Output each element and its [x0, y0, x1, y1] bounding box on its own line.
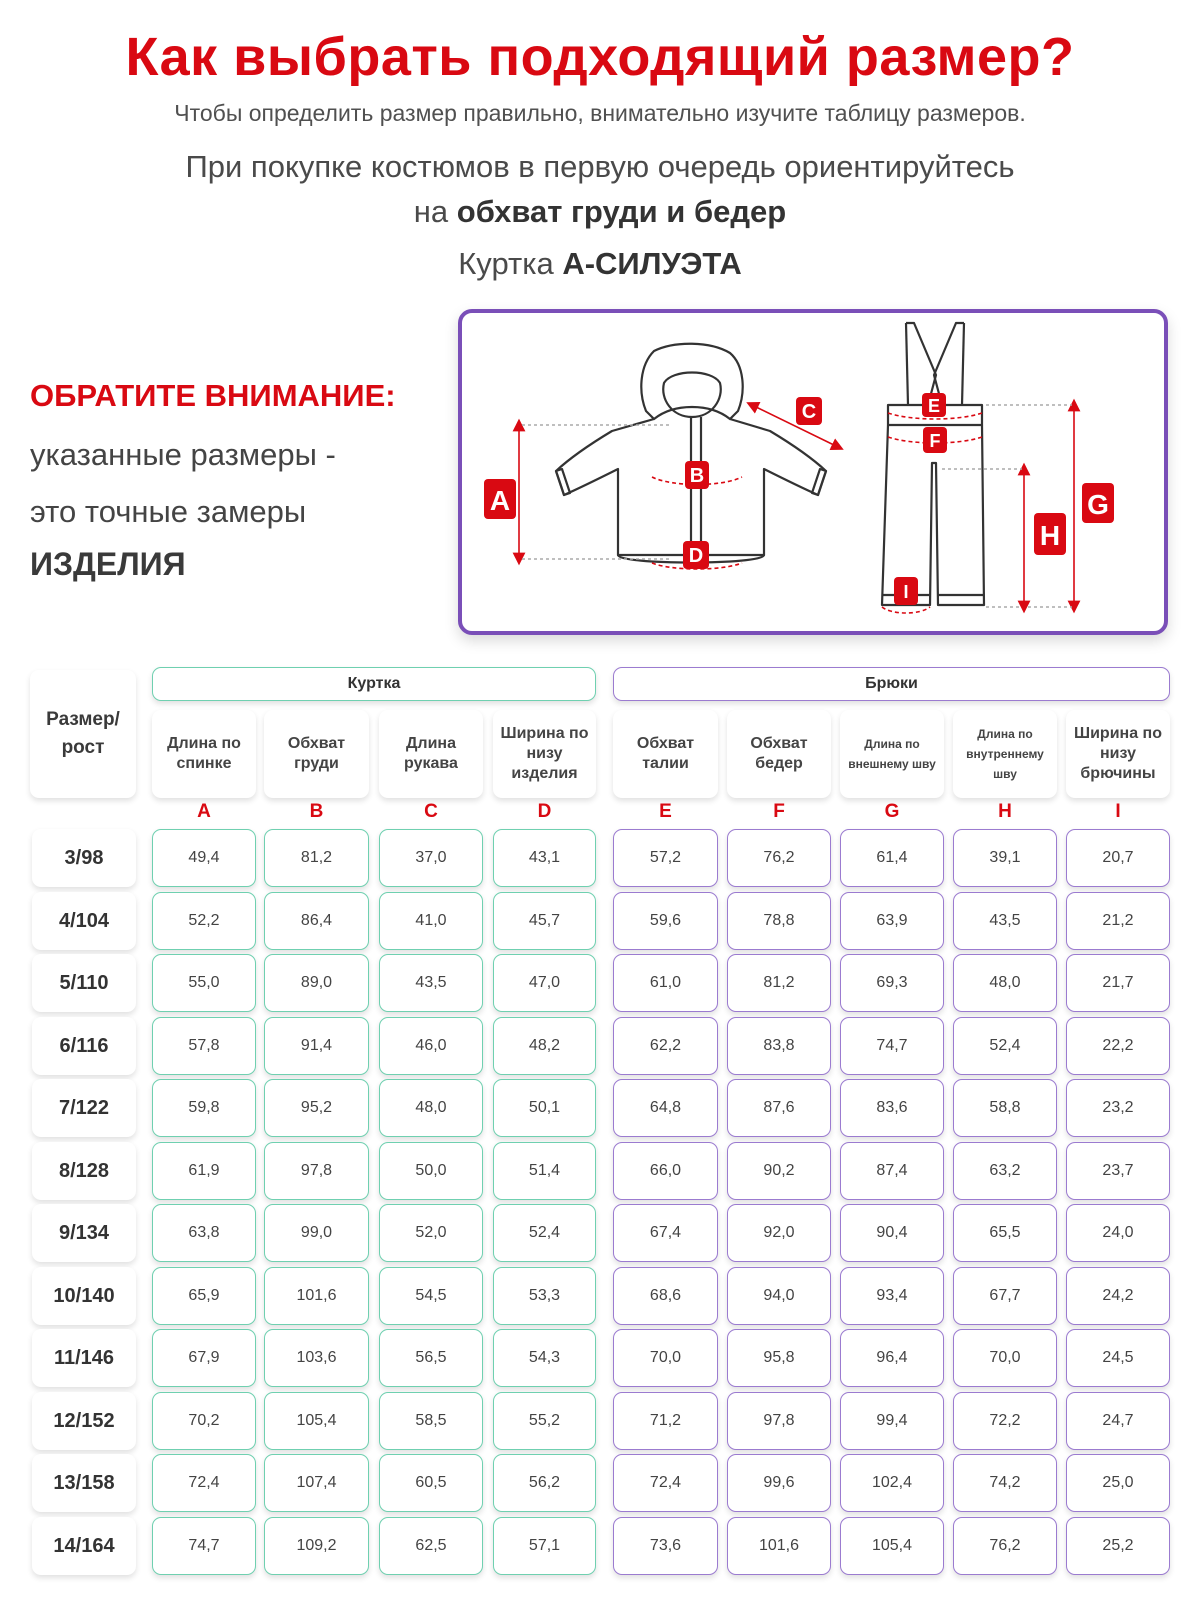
- table-cell: 68,6: [613, 1267, 718, 1325]
- svg-text:D: D: [688, 545, 704, 567]
- col-letter-f: F: [773, 801, 785, 822]
- table-cell: 58,8: [953, 1079, 1057, 1137]
- col-header-waist: Обхват талии: [613, 710, 718, 798]
- row-size-label: 5/110: [32, 954, 136, 1012]
- table-cell: 63,9: [840, 892, 944, 950]
- table-cell: 103,6: [264, 1329, 369, 1387]
- col-header-pant-hem: Ширина по низу брючины: [1066, 710, 1170, 798]
- table-cell: 83,8: [727, 1017, 831, 1075]
- table-cell: 22,2: [1066, 1017, 1170, 1075]
- table-cell: 25,2: [1066, 1517, 1170, 1575]
- row-size-label: 11/146: [32, 1329, 136, 1387]
- table-cell: 47,0: [493, 954, 596, 1012]
- table-cell: 92,0: [727, 1204, 831, 1262]
- table-cell: 23,7: [1066, 1142, 1170, 1200]
- table-cell: 64,8: [613, 1079, 718, 1137]
- table-cell: 57,2: [613, 829, 718, 887]
- row-size-label: 9/134: [32, 1204, 136, 1262]
- table-cell: 67,9: [152, 1329, 256, 1387]
- svg-text:A: A: [489, 485, 511, 516]
- note-heading: ОБРАТИТЕ ВНИМАНИЕ:: [30, 378, 396, 413]
- table-cell: 57,1: [493, 1517, 596, 1575]
- note-emphasis: ИЗДЕЛИЯ: [30, 546, 186, 582]
- table-cell: 99,6: [727, 1454, 831, 1512]
- table-cell: 21,2: [1066, 892, 1170, 950]
- svg-text:I: I: [903, 582, 909, 602]
- col-header-back-length: Длина по спинке: [152, 710, 256, 798]
- table-cell: 59,8: [152, 1079, 256, 1137]
- table-cell: 61,4: [840, 829, 944, 887]
- table-cell: 21,7: [1066, 954, 1170, 1012]
- table-cell: 74,7: [152, 1517, 256, 1575]
- marker-c: [796, 397, 822, 425]
- svg-text:F: F: [929, 431, 941, 451]
- advice-prefix: на: [413, 194, 457, 229]
- table-cell: 23,2: [1066, 1079, 1170, 1137]
- table-cell: 43,5: [953, 892, 1057, 950]
- jacket-outline: [556, 344, 826, 563]
- table-cell: 43,1: [493, 829, 596, 887]
- col-letter-b: B: [309, 801, 324, 822]
- table-cell: 53,3: [493, 1267, 596, 1325]
- size-column-header: Размер/ рост: [30, 670, 136, 798]
- table-cell: 72,2: [953, 1392, 1057, 1450]
- table-cell: 94,0: [727, 1267, 831, 1325]
- table-cell: 50,0: [379, 1142, 483, 1200]
- table-cell: 52,4: [493, 1204, 596, 1262]
- table-cell: 96,4: [840, 1329, 944, 1387]
- table-cell: 99,4: [840, 1392, 944, 1450]
- model-label: [0, 246, 1200, 282]
- table-cell: 67,4: [613, 1204, 718, 1262]
- model-prefix: Куртка: [458, 246, 563, 281]
- table-cell: 76,2: [953, 1517, 1057, 1575]
- row-size-label: 8/128: [32, 1142, 136, 1200]
- col-letter-i: I: [1115, 801, 1121, 822]
- table-cell: 69,3: [840, 954, 944, 1012]
- page-title: Как выбрать подходящий размер?: [125, 27, 1075, 87]
- table-cell: 95,8: [727, 1329, 831, 1387]
- table-cell: 59,6: [613, 892, 718, 950]
- table-cell: 83,6: [840, 1079, 944, 1137]
- table-cell: 86,4: [264, 892, 369, 950]
- svg-text:C: C: [801, 401, 817, 423]
- table-cell: 99,0: [264, 1204, 369, 1262]
- row-size-label: 13/158: [32, 1454, 136, 1512]
- table-cell: 101,6: [727, 1517, 831, 1575]
- table-cell: 39,1: [953, 829, 1057, 887]
- advice-line-2: [0, 189, 1200, 234]
- col-header-inner-seam: Длина по внутреннему шву: [953, 710, 1057, 798]
- table-cell: 24,0: [1066, 1204, 1170, 1262]
- table-cell: 54,3: [493, 1329, 596, 1387]
- table-cell: 72,4: [152, 1454, 256, 1512]
- table-cell: 65,5: [953, 1204, 1057, 1262]
- table-cell: 56,2: [493, 1454, 596, 1512]
- svg-text:G: G: [1087, 489, 1109, 520]
- table-cell: 81,2: [727, 954, 831, 1012]
- table-cell: 48,0: [379, 1079, 483, 1137]
- table-cell: 76,2: [727, 829, 831, 887]
- table-cell: 90,2: [727, 1142, 831, 1200]
- group-header-pants: Брюки: [613, 667, 1170, 701]
- table-cell: 87,4: [840, 1142, 944, 1200]
- table-cell: 70,2: [152, 1392, 256, 1450]
- table-cell: 55,2: [493, 1392, 596, 1450]
- subtitle: Чтобы определить размер правильно, внимательно изучите таблицу размеров.: [174, 100, 1026, 126]
- table-cell: 61,0: [613, 954, 718, 1012]
- row-size-label: 4/104: [32, 892, 136, 950]
- pants-outline: [882, 323, 984, 605]
- table-cell: 62,2: [613, 1017, 718, 1075]
- table-cell: 25,0: [1066, 1454, 1170, 1512]
- advice-emphasis: обхват груди и бедер: [456, 194, 787, 229]
- table-cell: 90,4: [840, 1204, 944, 1262]
- measurement-diagram: [458, 309, 1168, 635]
- table-cell: 24,2: [1066, 1267, 1170, 1325]
- table-cell: 93,4: [840, 1267, 944, 1325]
- table-cell: 61,9: [152, 1142, 256, 1200]
- table-cell: 24,7: [1066, 1392, 1170, 1450]
- svg-text:H: H: [1039, 520, 1061, 551]
- row-size-label: 14/164: [32, 1517, 136, 1575]
- table-cell: 48,0: [953, 954, 1057, 1012]
- col-header-outer-seam: Длина по внешнему шву: [840, 710, 944, 798]
- table-cell: 55,0: [152, 954, 256, 1012]
- col-letter-e: E: [659, 801, 672, 822]
- row-size-label: 10/140: [32, 1267, 136, 1325]
- table-cell: 58,5: [379, 1392, 483, 1450]
- table-cell: 49,4: [152, 829, 256, 887]
- col-header-sleeve: Длина рукава: [379, 710, 483, 798]
- marker-a: [484, 479, 516, 519]
- svg-text:E: E: [927, 396, 941, 416]
- table-cell: 78,8: [727, 892, 831, 950]
- model-name: А-СИЛУЭТА: [562, 246, 742, 281]
- col-header-jacket-hem: Ширина по низу изделия: [493, 710, 596, 798]
- marker-b: [685, 461, 709, 489]
- note-line-2: это точные замеры: [30, 494, 307, 529]
- table-cell: 66,0: [613, 1142, 718, 1200]
- table-cell: 70,0: [953, 1329, 1057, 1387]
- table-cell: 63,2: [953, 1142, 1057, 1200]
- table-cell: 89,0: [264, 954, 369, 1012]
- note-line-1: указанные размеры -: [30, 437, 336, 472]
- marker-d: [683, 541, 709, 569]
- marker-g: [1082, 483, 1114, 523]
- advice-text: [0, 144, 1200, 234]
- table-cell: 105,4: [840, 1517, 944, 1575]
- table-cell: 37,0: [379, 829, 483, 887]
- table-cell: 52,0: [379, 1204, 483, 1262]
- marker-f: [923, 427, 947, 453]
- table-cell: 65,9: [152, 1267, 256, 1325]
- table-cell: 43,5: [379, 954, 483, 1012]
- row-size-label: 7/122: [32, 1079, 136, 1137]
- marker-e: [922, 393, 946, 417]
- table-cell: 46,0: [379, 1017, 483, 1075]
- table-cell: 105,4: [264, 1392, 369, 1450]
- garment-illustration: [462, 313, 1164, 631]
- table-cell: 97,8: [727, 1392, 831, 1450]
- col-header-chest: Обхват груди: [264, 710, 369, 798]
- marker-h: [1034, 513, 1066, 555]
- table-cell: 54,5: [379, 1267, 483, 1325]
- row-size-label: 6/116: [32, 1017, 136, 1075]
- table-cell: 70,0: [613, 1329, 718, 1387]
- table-cell: 67,7: [953, 1267, 1057, 1325]
- col-letter-g: G: [884, 801, 900, 822]
- table-cell: 45,7: [493, 892, 596, 950]
- table-cell: 81,2: [264, 829, 369, 887]
- table-cell: 101,6: [264, 1267, 369, 1325]
- table-cell: 50,1: [493, 1079, 596, 1137]
- svg-text:B: B: [689, 465, 705, 487]
- table-cell: 60,5: [379, 1454, 483, 1512]
- table-cell: 97,8: [264, 1142, 369, 1200]
- table-cell: 107,4: [264, 1454, 369, 1512]
- table-cell: 52,2: [152, 892, 256, 950]
- table-cell: 72,4: [613, 1454, 718, 1512]
- advice-line-1: При покупке костюмов в первую очередь ориентируйтесь: [185, 149, 1015, 184]
- table-cell: 102,4: [840, 1454, 944, 1512]
- col-header-hips: Обхват бедер: [727, 710, 831, 798]
- col-letter-a: A: [197, 801, 211, 822]
- col-letter-d: D: [537, 801, 552, 822]
- table-cell: 56,5: [379, 1329, 483, 1387]
- table-cell: 62,5: [379, 1517, 483, 1575]
- col-letter-c: C: [424, 801, 438, 822]
- table-cell: 52,4: [953, 1017, 1057, 1075]
- table-cell: 87,6: [727, 1079, 831, 1137]
- row-size-label: 12/152: [32, 1392, 136, 1450]
- marker-i: [894, 577, 918, 605]
- table-cell: 74,7: [840, 1017, 944, 1075]
- table-cell: 95,2: [264, 1079, 369, 1137]
- table-cell: 41,0: [379, 892, 483, 950]
- table-cell: 24,5: [1066, 1329, 1170, 1387]
- group-header-jacket: Куртка: [152, 667, 596, 701]
- table-cell: 73,6: [613, 1517, 718, 1575]
- table-cell: 91,4: [264, 1017, 369, 1075]
- table-cell: 109,2: [264, 1517, 369, 1575]
- row-size-label: 3/98: [32, 829, 136, 887]
- table-cell: 71,2: [613, 1392, 718, 1450]
- table-cell: 51,4: [493, 1142, 596, 1200]
- table-cell: 48,2: [493, 1017, 596, 1075]
- col-letter-h: H: [998, 801, 1012, 822]
- table-cell: 63,8: [152, 1204, 256, 1262]
- table-cell: 57,8: [152, 1017, 256, 1075]
- table-cell: 20,7: [1066, 829, 1170, 887]
- table-cell: 74,2: [953, 1454, 1057, 1512]
